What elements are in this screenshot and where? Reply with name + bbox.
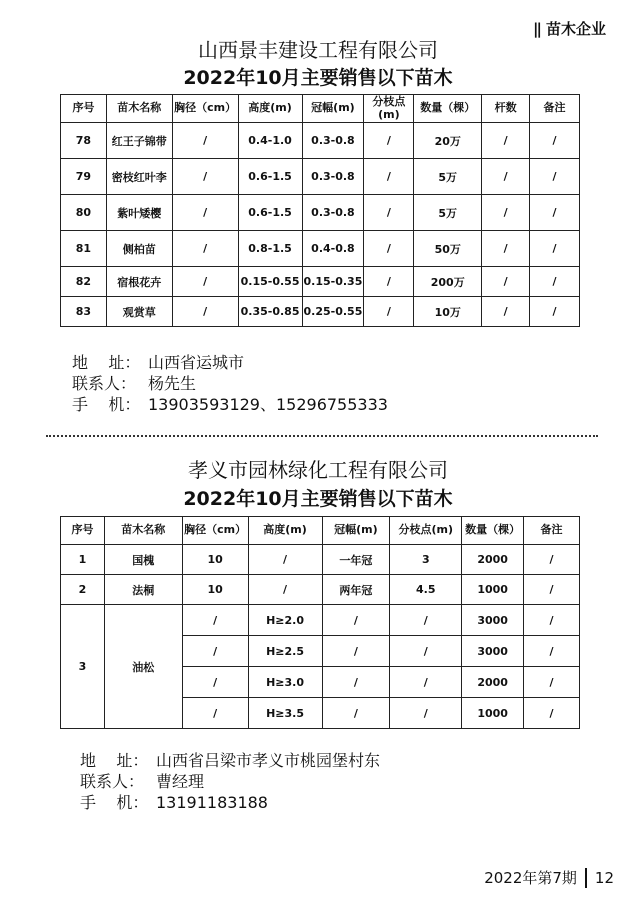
table-cell: / bbox=[172, 297, 238, 327]
table-cell: / bbox=[524, 636, 580, 667]
contact-person-value: 曹经理 bbox=[156, 772, 205, 791]
table-cell: 法桐 bbox=[104, 575, 182, 605]
table-cell: / bbox=[390, 605, 462, 636]
header-label: 苗木企业 bbox=[545, 20, 606, 38]
table-cell: / bbox=[172, 267, 238, 297]
table-cell: / bbox=[390, 667, 462, 698]
table-cell: / bbox=[482, 159, 530, 195]
table-cell: 10 bbox=[182, 545, 248, 575]
column-header: 杆数 bbox=[482, 95, 530, 123]
company-title-1: 山西景丰建设工程有限公司 bbox=[198, 38, 438, 62]
address-label: 地 址： bbox=[80, 751, 149, 770]
table-cell: 宿根花卉 bbox=[106, 267, 172, 297]
table-cell: 4.5 bbox=[390, 575, 462, 605]
phone-label: 手 机： bbox=[80, 793, 149, 812]
address-value: 山西省吕梁市孝义市桃园堡村东 bbox=[156, 751, 381, 770]
table-cell: 3000 bbox=[462, 605, 524, 636]
table-cell: H≥2.5 bbox=[248, 636, 322, 667]
table-cell: 83 bbox=[61, 297, 107, 327]
table-header-row bbox=[61, 95, 580, 123]
table-cell: 2000 bbox=[462, 667, 524, 698]
column-header: 数量（棵） bbox=[414, 95, 482, 123]
column-header: 高度(m) bbox=[248, 517, 322, 545]
table-cell: / bbox=[322, 636, 390, 667]
column-header: 序号 bbox=[61, 517, 105, 545]
table-row bbox=[61, 231, 580, 267]
address-value: 山西省运城市 bbox=[148, 353, 245, 372]
table-cell: / bbox=[182, 605, 248, 636]
table-cell: / bbox=[530, 195, 580, 231]
table-cell: / bbox=[364, 267, 414, 297]
company-title-2: 孝义市园林绿化工程有限公司 bbox=[188, 458, 448, 482]
table-cell: 10 bbox=[182, 575, 248, 605]
contact-person-label: 联系人： bbox=[80, 772, 145, 791]
table-cell: / bbox=[524, 545, 580, 575]
table-cell: / bbox=[524, 698, 580, 729]
table-header-row bbox=[61, 517, 580, 545]
subtitle-2: 2022年10月主要销售以下苗木 bbox=[183, 488, 453, 510]
table-cell: / bbox=[364, 159, 414, 195]
table-row bbox=[61, 297, 580, 327]
table-cell: 5万 bbox=[414, 195, 482, 231]
table-cell: 200万 bbox=[414, 267, 482, 297]
table-cell: / bbox=[248, 545, 322, 575]
phone-label: 手 机： bbox=[72, 395, 141, 414]
table-cell: 81 bbox=[61, 231, 107, 267]
column-header: 序号 bbox=[61, 95, 107, 123]
column-header: 备注 bbox=[530, 95, 580, 123]
table-cell: / bbox=[364, 123, 414, 159]
table-cell: 3000 bbox=[462, 636, 524, 667]
table-row bbox=[61, 545, 580, 575]
table-cell: 侧柏苗 bbox=[106, 231, 172, 267]
table-cell: 2 bbox=[61, 575, 105, 605]
table-row bbox=[61, 159, 580, 195]
contact-block-1 bbox=[72, 352, 388, 415]
table-cell: 5万 bbox=[414, 159, 482, 195]
table-row bbox=[61, 123, 580, 159]
column-header: 高度(m) bbox=[238, 95, 302, 123]
table-cell: 1 bbox=[61, 545, 105, 575]
table-cell: / bbox=[172, 231, 238, 267]
table-cell: 80 bbox=[61, 195, 107, 231]
contact-block-2 bbox=[80, 750, 380, 813]
table-cell: 红王子锦带 bbox=[106, 123, 172, 159]
table-cell: / bbox=[530, 267, 580, 297]
table-cell: H≥3.0 bbox=[248, 667, 322, 698]
table-cell: 0.6-1.5 bbox=[238, 195, 302, 231]
column-header: 数量（棵） bbox=[462, 517, 524, 545]
table-cell: / bbox=[322, 605, 390, 636]
table-cell: H≥2.0 bbox=[248, 605, 322, 636]
column-header: 冠幅(m) bbox=[302, 95, 364, 123]
table-cell: 0.15-0.35 bbox=[302, 267, 364, 297]
table-cell: 密枝红叶李 bbox=[106, 159, 172, 195]
table-cell: 20万 bbox=[414, 123, 482, 159]
phone-value: 13903593129、15296755333 bbox=[148, 395, 388, 414]
address-label: 地 址： bbox=[72, 353, 141, 372]
table-cell: 紫叶矮樱 bbox=[106, 195, 172, 231]
section-divider bbox=[46, 435, 598, 437]
column-header: 冠幅(m) bbox=[322, 517, 390, 545]
column-header: 苗木名称 bbox=[104, 517, 182, 545]
table-cell: 一年冠 bbox=[322, 545, 390, 575]
table-cell: / bbox=[390, 636, 462, 667]
column-header: 分枝点(m) bbox=[364, 95, 414, 123]
contact-person-value: 杨先生 bbox=[148, 374, 197, 393]
table-cell: 0.3-0.8 bbox=[302, 159, 364, 195]
table-cell: / bbox=[524, 667, 580, 698]
table-cell: / bbox=[182, 636, 248, 667]
table-cell: 0.4-0.8 bbox=[302, 231, 364, 267]
table-cell: 3 bbox=[61, 605, 105, 729]
table-cell: 观赏草 bbox=[106, 297, 172, 327]
table-cell: / bbox=[524, 605, 580, 636]
table-cell: 3 bbox=[390, 545, 462, 575]
table-cell: 0.8-1.5 bbox=[238, 231, 302, 267]
table-row bbox=[61, 195, 580, 231]
table-cell: 79 bbox=[61, 159, 107, 195]
contact-person-label: 联系人： bbox=[72, 374, 137, 393]
footer-separator bbox=[585, 868, 587, 888]
table-cell: / bbox=[182, 667, 248, 698]
column-header: 分枝点(m) bbox=[390, 517, 462, 545]
column-header: 胸径（cm） bbox=[182, 517, 248, 545]
page-number: 12 bbox=[594, 868, 614, 887]
table-row bbox=[61, 605, 580, 636]
table-cell: / bbox=[482, 195, 530, 231]
table-cell: / bbox=[482, 123, 530, 159]
header-bars: || bbox=[533, 19, 540, 38]
table-cell: 82 bbox=[61, 267, 107, 297]
table-cell: / bbox=[364, 195, 414, 231]
table-cell: 50万 bbox=[414, 231, 482, 267]
column-header: 胸径（cm） bbox=[172, 95, 238, 123]
table-row bbox=[61, 575, 580, 605]
table-cell: / bbox=[172, 123, 238, 159]
table-cell: 1000 bbox=[462, 575, 524, 605]
table-cell: 0.3-0.8 bbox=[302, 195, 364, 231]
table-cell: / bbox=[530, 123, 580, 159]
table-cell: / bbox=[482, 231, 530, 267]
table-cell: / bbox=[248, 575, 322, 605]
table-cell: / bbox=[172, 195, 238, 231]
table-cell: 0.4-1.0 bbox=[238, 123, 302, 159]
table-cell: / bbox=[322, 667, 390, 698]
table-cell: / bbox=[530, 231, 580, 267]
table-cell: 10万 bbox=[414, 297, 482, 327]
table-cell: 0.15-0.55 bbox=[238, 267, 302, 297]
table-cell: / bbox=[482, 267, 530, 297]
table-cell: / bbox=[364, 297, 414, 327]
table-cell: 0.35-0.85 bbox=[238, 297, 302, 327]
table-cell: / bbox=[530, 297, 580, 327]
table-cell: 油松 bbox=[104, 605, 182, 729]
table-cell: / bbox=[530, 159, 580, 195]
table-cell: / bbox=[172, 159, 238, 195]
table-cell: 0.6-1.5 bbox=[238, 159, 302, 195]
issue-label: 2022年第7期 bbox=[484, 869, 577, 887]
table-cell: / bbox=[322, 698, 390, 729]
nursery-table-1 bbox=[60, 94, 580, 327]
table-cell: 0.3-0.8 bbox=[302, 123, 364, 159]
table-row bbox=[61, 267, 580, 297]
table-cell: 两年冠 bbox=[322, 575, 390, 605]
phone-value: 13191183188 bbox=[156, 793, 268, 812]
table-cell: 国槐 bbox=[104, 545, 182, 575]
subtitle-1: 2022年10月主要销售以下苗木 bbox=[183, 67, 453, 89]
table-cell: 1000 bbox=[462, 698, 524, 729]
table-cell: / bbox=[524, 575, 580, 605]
column-header: 备注 bbox=[524, 517, 580, 545]
table-cell: 78 bbox=[61, 123, 107, 159]
table-cell: 0.25-0.55 bbox=[302, 297, 364, 327]
table-cell: H≥3.5 bbox=[248, 698, 322, 729]
table-cell: / bbox=[182, 698, 248, 729]
table-cell: / bbox=[390, 698, 462, 729]
table-cell: / bbox=[364, 231, 414, 267]
nursery-table-2 bbox=[60, 516, 580, 729]
table-cell: 2000 bbox=[462, 545, 524, 575]
column-header: 苗木名称 bbox=[106, 95, 172, 123]
table-cell: / bbox=[482, 297, 530, 327]
page-footer bbox=[484, 867, 614, 888]
